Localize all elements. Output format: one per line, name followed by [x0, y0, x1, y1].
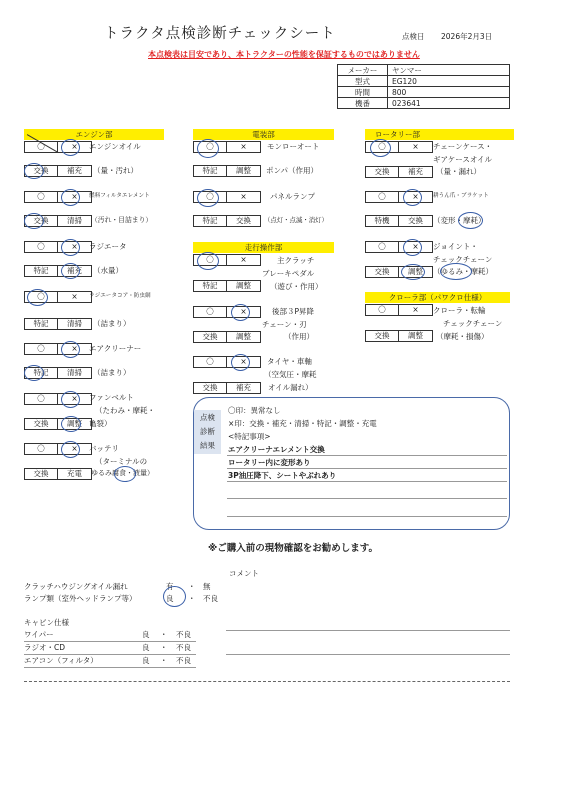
selection-circle: [401, 264, 425, 280]
ok-mark[interactable]: 〇: [24, 393, 58, 405]
ok-mark[interactable]: 〇: [24, 343, 58, 355]
action-b[interactable]: 補充: [58, 165, 92, 177]
selection-circle: [61, 189, 80, 206]
radcore-actions: [24, 318, 92, 330]
item-note: （摩耗・損傷）: [436, 332, 489, 341]
result-label: [194, 410, 221, 454]
item-name: 耕うん爪・ブラケット: [433, 193, 489, 199]
section-drive: 走行操作部: [193, 242, 334, 253]
comment-line: [226, 630, 510, 631]
item-name: ラジエータ: [89, 242, 127, 251]
selection-circle: [458, 212, 483, 229]
item-note: （詰まり）: [93, 319, 131, 328]
spec-value: 800: [388, 87, 510, 98]
action-a[interactable]: 特記: [193, 280, 227, 292]
action-b[interactable]: 交換: [227, 215, 261, 227]
spec-key: メーカー: [338, 65, 388, 76]
selection-circle: [61, 416, 81, 432]
item-name: エンジンオイル: [89, 142, 141, 151]
answer-good[interactable]: 良: [142, 643, 150, 652]
radiator-actions: [24, 265, 92, 277]
ng-mark[interactable]: ×: [58, 443, 92, 455]
legend-ng: ×印：交換・補充・清掃・特記・調整・充電: [228, 419, 377, 428]
special-note-line: エアクリーナエレメント交換: [228, 445, 325, 454]
legend-ok: 〇印：異常なし: [228, 406, 281, 415]
note-part: ）: [478, 216, 486, 225]
action-a[interactable]: 交換: [193, 331, 227, 343]
action-b[interactable]: 清掃: [58, 215, 92, 227]
answer-sep: ・: [160, 656, 168, 665]
selection-circle: [163, 586, 186, 607]
ok-mark[interactable]: 〇: [365, 241, 399, 253]
spec-key: 型式: [338, 76, 388, 87]
item-name-line2: （たわみ・摩耗・: [95, 406, 155, 415]
note-part: ・摩耗）: [463, 267, 493, 276]
rule-line: [227, 516, 507, 517]
spec-value: 023641: [388, 98, 510, 109]
note-circled: 腐食: [112, 469, 126, 477]
action-a[interactable]: 交換: [24, 215, 58, 227]
spec-value: ヤンマー: [388, 65, 510, 76]
item-name: 後部３P昇降: [272, 307, 315, 316]
crawler-actions: [365, 330, 433, 342]
answer-bad[interactable]: 不良: [176, 630, 191, 639]
selection-circle: [61, 239, 80, 256]
ok-mark[interactable]: 〇: [24, 443, 58, 455]
ng-mark[interactable]: ×: [399, 241, 433, 253]
action-b[interactable]: 調整: [58, 418, 92, 430]
selection-circle: [61, 441, 80, 458]
special-notes-heading: <特記事項>: [228, 432, 271, 441]
selection-circle: [24, 163, 44, 179]
cabin-item: ワイパー: [24, 630, 54, 639]
note-part: ・液量）: [126, 469, 154, 477]
action-b[interactable]: 調整: [227, 280, 261, 292]
item-note: （汚れ・目詰まり）: [91, 216, 153, 224]
selection-circle: [61, 341, 80, 358]
action-a[interactable]: 特機: [365, 215, 399, 227]
note-part: （変形・: [433, 216, 463, 225]
chaincase-actions: [365, 166, 433, 178]
spec-table: [337, 64, 510, 109]
item-name: ラジエータコア・防虫網: [89, 293, 151, 299]
selection-circle: [114, 466, 136, 482]
selection-circle: [231, 304, 250, 321]
inspection-date: 2026年2月3日: [441, 32, 493, 41]
rule-line: [227, 498, 507, 499]
selection-circle: [61, 139, 80, 156]
result-label-line: 点検: [200, 413, 215, 422]
answer-bad[interactable]: 不良: [203, 594, 218, 603]
action-a[interactable]: 特記: [193, 215, 227, 227]
action-b[interactable]: 充電: [58, 468, 92, 480]
item-name-line2: ブレーキペダル: [262, 269, 315, 278]
answer-sep: ・: [188, 594, 196, 603]
ng-mark[interactable]: ×: [399, 141, 433, 153]
disclaimer: 本点検表は目安であり、本トラクターの性能を保証するものではありません: [148, 50, 420, 59]
ng-mark[interactable]: ×: [227, 254, 261, 266]
answer-good[interactable]: 良: [142, 656, 150, 665]
action-a[interactable]: 交換: [193, 382, 227, 394]
item-name-line2: （ターミナルの: [95, 457, 148, 466]
selection-circle: [197, 139, 219, 158]
item-name: 燃料フィルタエレメント: [89, 193, 150, 199]
comment-label: コメント: [229, 569, 259, 578]
ng-mark[interactable]: ×: [227, 191, 261, 203]
note-part: （: [433, 267, 441, 276]
ng-mark[interactable]: ×: [227, 306, 261, 318]
note-circled: 摩耗: [463, 216, 478, 225]
item-note: （点灯・点滅・消灯）: [264, 216, 328, 224]
item-name: クローラ・転輪: [433, 306, 486, 315]
result-label-line: 結果: [200, 441, 215, 450]
ng-mark[interactable]: ×: [58, 241, 92, 253]
selection-circle: [197, 189, 219, 207]
action-b[interactable]: 交換: [399, 215, 433, 227]
action-b[interactable]: 清掃: [58, 318, 92, 330]
selection-circle: [440, 263, 472, 280]
panel-actions: [193, 215, 261, 227]
action-a[interactable]: 交換: [24, 418, 58, 430]
tines-actions: [365, 215, 433, 227]
comment-line: [226, 654, 510, 655]
answer-good[interactable]: 良: [166, 594, 174, 603]
item-note: （水量）: [93, 266, 123, 275]
ng-mark[interactable]: ×: [399, 304, 433, 316]
cabin-item: ラジオ・CD: [24, 643, 66, 652]
answer-good[interactable]: 良: [142, 630, 150, 639]
selection-circle: [27, 289, 48, 306]
action-a[interactable]: 特記: [193, 165, 227, 177]
action-a[interactable]: 交換: [365, 166, 399, 178]
battery-marks: [24, 443, 92, 455]
item-name: チェーンケース・: [433, 142, 493, 151]
spec-key: 時間: [338, 87, 388, 98]
crawler-marks: [365, 304, 433, 316]
action-b[interactable]: 調整: [227, 165, 261, 177]
action-a[interactable]: 交換: [365, 266, 399, 278]
ok-mark[interactable]: 〇: [193, 254, 227, 266]
answer-yes[interactable]: 有: [166, 582, 174, 591]
item-note: （量・漏れ）: [436, 167, 481, 176]
cabin-heading: キャビン仕様: [24, 618, 69, 627]
ok-mark[interactable]: 〇: [24, 141, 58, 153]
item-name-line2: ギアケースオイル: [433, 155, 493, 164]
item-name-line2: チェーン・刃: [262, 320, 307, 329]
action-b[interactable]: 補充: [399, 166, 433, 178]
section-rotary: ロータリー部: [365, 129, 514, 140]
selection-circle: [197, 252, 219, 270]
tines-marks: [365, 191, 433, 203]
item-name-line2: チェックチェーン: [433, 255, 493, 264]
pto-marks: [193, 306, 261, 318]
result-label-line: 診断: [200, 427, 215, 436]
ok-mark[interactable]: 〇: [193, 356, 227, 368]
inspection-date-label: 点検日: [402, 32, 425, 41]
page-title: トラクタ点検診断チェックシート: [104, 26, 336, 42]
selection-circle: [403, 239, 422, 256]
selection-circle: [61, 263, 80, 279]
section-electric: 電装部: [193, 129, 334, 140]
item-note: ポンパ（作用）: [266, 166, 318, 175]
tire-actions: [193, 382, 261, 394]
cabin-item: エアコン（フィルタ）: [24, 656, 98, 665]
fanbelt-actions: [24, 418, 92, 430]
aircleaner-marks: [24, 343, 92, 355]
selection-circle: [24, 213, 44, 229]
answer-sep: ・: [160, 630, 168, 639]
ok-mark[interactable]: 〇: [193, 306, 227, 318]
ok-mark[interactable]: 〇: [24, 191, 58, 203]
item-name: タイヤ・車軸: [267, 357, 312, 366]
item-name-line2: （空気圧・摩耗: [264, 370, 317, 379]
answer-bad[interactable]: 不良: [176, 643, 191, 652]
item-note: （作用）: [284, 332, 314, 341]
fuel-marks: [24, 191, 92, 203]
row-line: [24, 667, 196, 668]
selection-circle: [370, 139, 391, 157]
section-crawler: クローラ部（パワクロ仕様）: [365, 292, 510, 303]
answer-bad[interactable]: 不良: [176, 656, 191, 665]
item-name: エアクリーナー: [89, 344, 142, 353]
action-b[interactable]: 補充: [227, 382, 261, 394]
action-a[interactable]: 特記: [24, 265, 58, 277]
ok-mark[interactable]: 〇: [193, 141, 227, 153]
joint-marks: [365, 241, 433, 253]
selection-circle: [231, 354, 250, 371]
item-name: 主クラッチ: [277, 256, 315, 265]
action-b[interactable]: 調整: [227, 331, 261, 343]
answer-sep: ・: [188, 582, 196, 591]
cut-line: [24, 681, 510, 682]
action-a[interactable]: 交換: [24, 468, 58, 480]
item-name-line2: チェックチェーン: [443, 319, 503, 328]
clutch-actions: [193, 280, 261, 292]
ng-mark[interactable]: ×: [227, 356, 261, 368]
action-b[interactable]: 清掃: [58, 367, 92, 379]
ok-mark[interactable]: 〇: [365, 304, 399, 316]
tire-marks: [193, 356, 261, 368]
item-name: パネルランプ: [270, 192, 315, 201]
spec-key: 機番: [338, 98, 388, 109]
special-note-line: 3P油圧降下、シートやぶれあり: [228, 471, 337, 480]
answer-sep: ・: [160, 643, 168, 652]
selection-circle: [403, 189, 422, 206]
selection-circle: [24, 365, 44, 381]
action-b[interactable]: 調整: [399, 266, 433, 278]
item-note: 亀裂）: [89, 419, 112, 428]
item-name: ファンベルト: [89, 393, 134, 402]
item-note: オイル漏れ）: [268, 383, 313, 392]
q-lamps: ランプ類（室外ヘッドランプ等）: [24, 594, 137, 603]
ng-mark[interactable]: ×: [58, 393, 92, 405]
item-name: バッテリ: [89, 444, 119, 453]
monoro-actions: [193, 165, 261, 177]
pto-actions: [193, 331, 261, 343]
special-note-line: ロータリー内に変形あり: [228, 458, 311, 467]
answer-no[interactable]: 無: [203, 582, 211, 591]
ng-mark[interactable]: ×: [58, 343, 92, 355]
action-a[interactable]: 特記: [24, 367, 58, 379]
ng-mark[interactable]: ×: [227, 141, 261, 153]
ok-mark[interactable]: 〇: [365, 191, 399, 203]
spec-value: EG120: [388, 76, 510, 87]
ok-mark[interactable]: 〇: [193, 191, 227, 203]
fanbelt-marks: [24, 393, 92, 405]
q-oil-leak: クラッチハウジングオイル漏れ: [24, 582, 128, 591]
ok-mark[interactable]: 〇: [24, 291, 58, 303]
ng-mark[interactable]: ×: [399, 191, 433, 203]
action-b[interactable]: 調整: [399, 330, 433, 342]
ok-mark[interactable]: 〇: [365, 141, 399, 153]
note-circled: ゆるみ: [440, 267, 463, 276]
item-note: （詰まり）: [93, 368, 131, 377]
battery-actions: [24, 468, 92, 480]
selection-circle: [61, 391, 80, 408]
ng-mark[interactable]: ×: [58, 291, 92, 303]
item-note: （遊び・作用）: [270, 282, 323, 291]
radiator-marks: [24, 241, 92, 253]
action-a[interactable]: 交換: [365, 330, 399, 342]
note-part: ゆるみ: [91, 469, 112, 477]
ng-mark[interactable]: ×: [58, 141, 92, 153]
confirm-notice: ※ご購入前の現物確認をお勧めします。: [208, 543, 378, 554]
section-engine: エンジン部: [24, 129, 164, 140]
action-a[interactable]: 交換: [24, 165, 58, 177]
item-name: ジョイント・: [433, 242, 478, 251]
rule-line: [227, 481, 507, 482]
ng-mark[interactable]: ×: [58, 191, 92, 203]
action-a[interactable]: 特記: [24, 318, 58, 330]
ok-mark[interactable]: 〇: [24, 241, 58, 253]
item-name: モンローオート: [267, 142, 320, 151]
action-b[interactable]: 補充: [58, 265, 92, 277]
item-note: （量・汚れ）: [93, 166, 138, 175]
